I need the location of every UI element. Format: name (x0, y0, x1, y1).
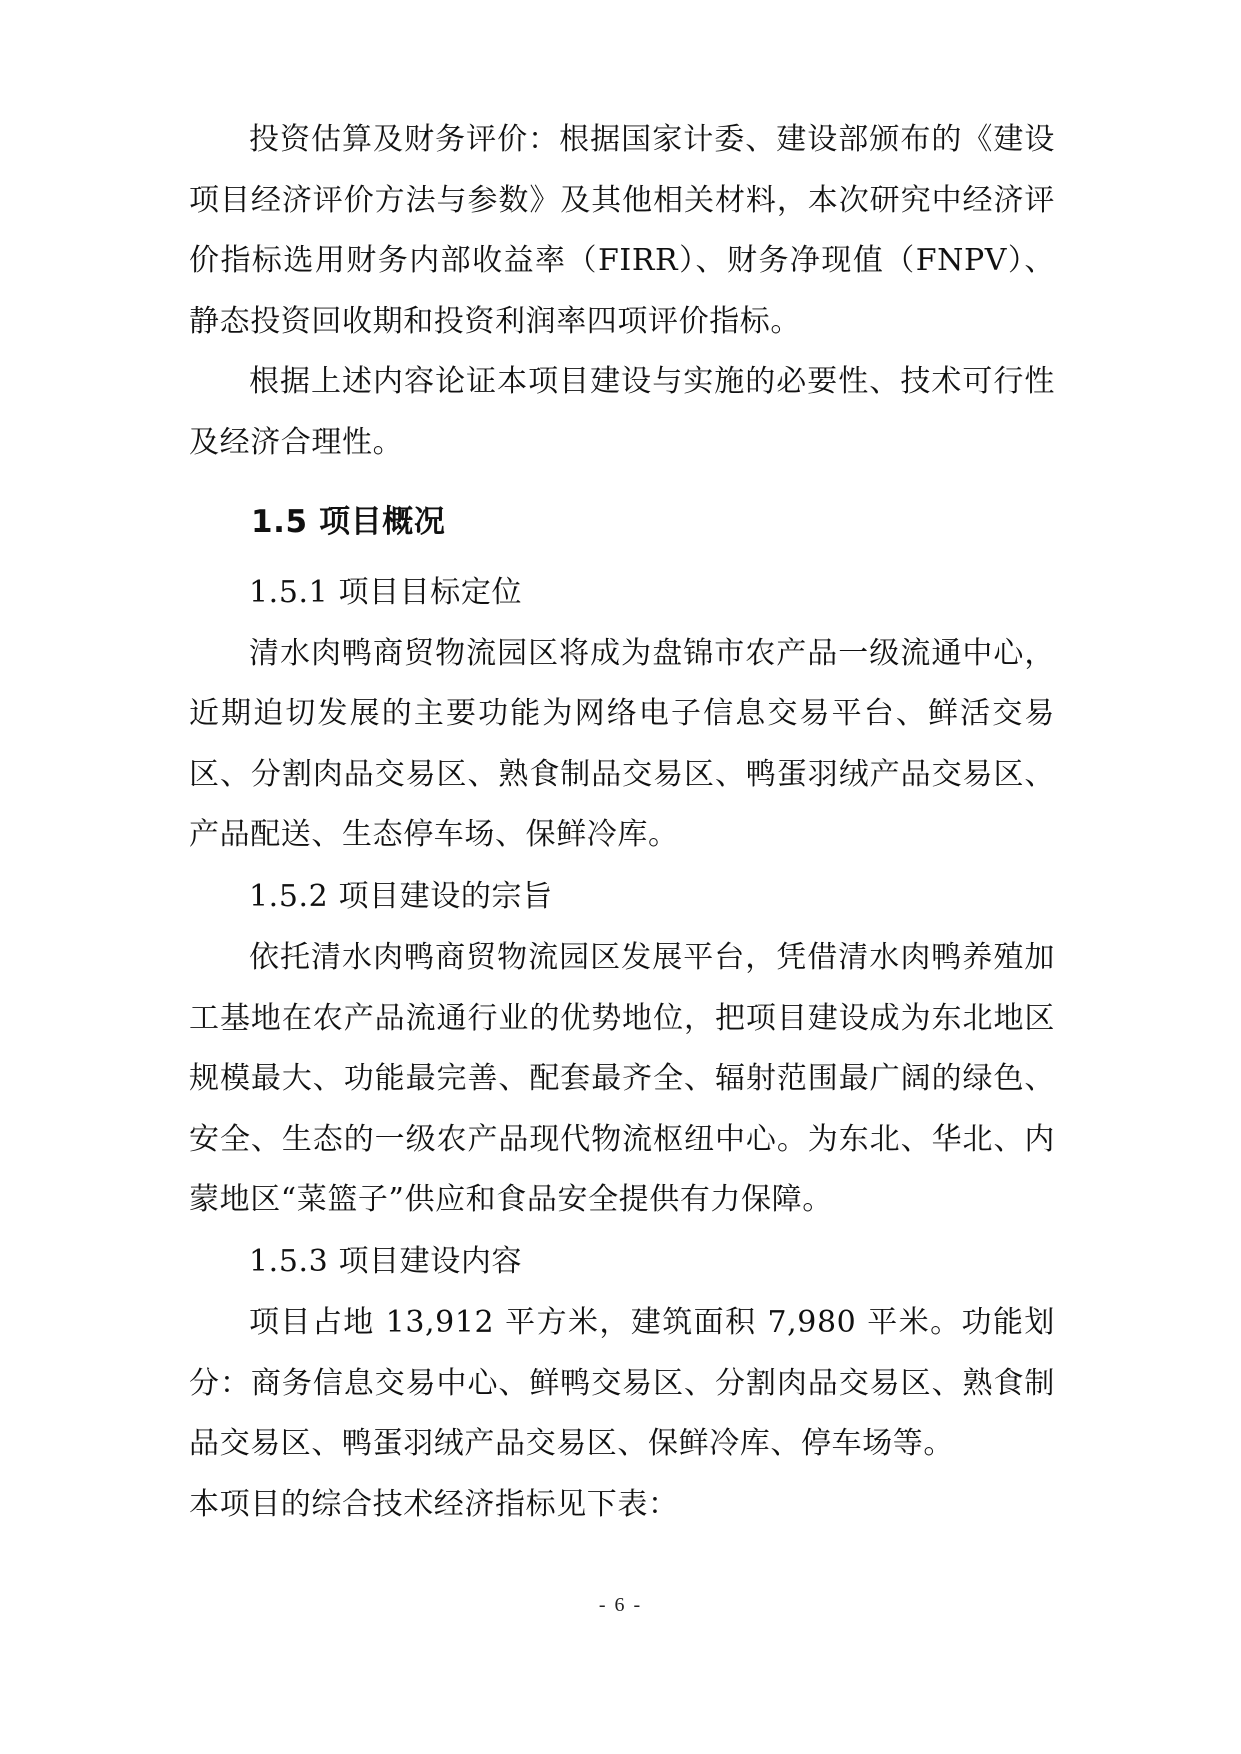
subsection-heading-project-purpose: 1.5.2 项目建设的宗旨 (249, 878, 553, 914)
section-heading-project-overview: 1.5 项目概况 (251, 503, 446, 540)
paragraph-investment-evaluation: 投资估算及财务评价：根据国家计委、建设部颁布的《建设项目经济评价方法与参数》及其他相关材料，本次研究中经济评价指标选用财务内部收益率（FIRR）、财务净现值（FNPV）、静态投资回收期和投资利润率四项评价指标。 (189, 122, 1055, 339)
paragraph-feasibility-summary: 根据上述内容论证本项目建设与实施的必要性、技术可行性及经济合理性。 (189, 364, 1055, 460)
paragraph-construction-content: 项目占地 13,912 平方米，建筑面积 7,980 平米。功能划分：商务信息交易中心、鲜鸭交易区、分割肉品交易区、熟食制品交易区、鸭蛋羽绒产品交易区、保鲜冷库、停车场等。 (189, 1304, 1055, 1462)
page-number: - 6 - (598, 1594, 643, 1616)
paragraph-project-purpose: 依托清水肉鸭商贸物流园区发展平台，凭借清水肉鸭养殖加工基地在农产品流通行业的优势地位，把项目建设成为东北地区规模最大、功能最完善、配套最齐全、辐射范围最广阔的绿色、安全、生态的一级农产品现代物流枢纽中心。为东北、华北、内蒙地区“菜篮子”供应和食品安全提供有力保障。 (189, 939, 1055, 1218)
paragraph-target-positioning: 清水肉鸭商贸物流园区将成为盘锦市农产品一级流通中心，近期迫切发展的主要功能为网络电子信息交易平台、鲜活交易区、分割肉品交易区、熟食制品交易区、鸭蛋羽绒产品交易区、产品配送、生态停车场、保鲜冷库。 (189, 635, 1055, 853)
paragraph-table-intro: 本项目的综合技术经济指标见下表： (189, 1486, 679, 1522)
subsection-heading-construction-content: 1.5.3 项目建设内容 (249, 1243, 523, 1279)
subsection-heading-target-positioning: 1.5.1 项目目标定位 (249, 574, 523, 610)
document-body (189, 110, 1055, 1535)
